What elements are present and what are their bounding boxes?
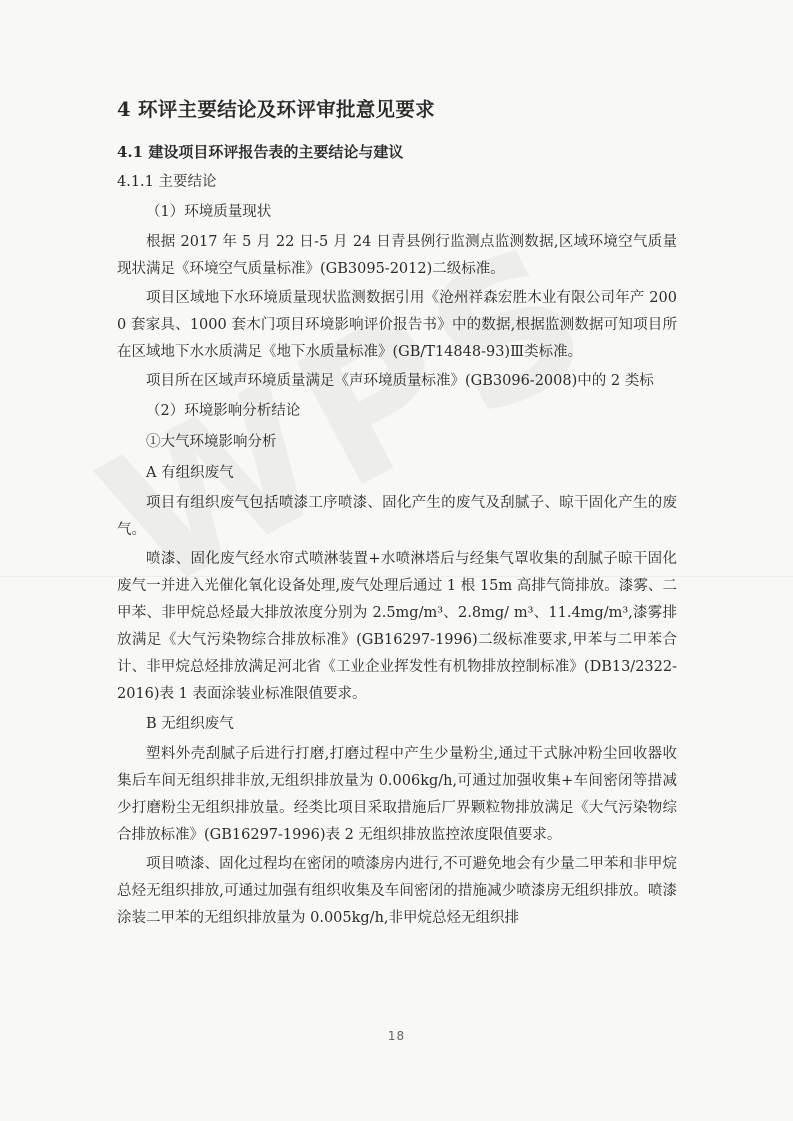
page-number: 18 [387, 1029, 406, 1043]
paragraph-organized-sources: 项目有组织废气包括喷漆工序喷漆、固化产生的废气及刮腻子、晾干固化产生的废气。 [117, 495, 677, 538]
paragraph-air-quality: 根据 2017 年 5 月 22 日-5 月 24 日青县例行监测点监测数据,区域环境空气质量现状满足《环境空气质量标准》(GB3095-2012)二级标准。 [117, 234, 677, 277]
item-heading-air-impact: ①大气环境影响分析 [146, 434, 277, 450]
paragraph-fugitive-dust: 塑料外壳刮腻子后进行打磨,打磨过程中产生少量粉尘,通过干式脉冲粉尘回收器收集后车间无组织排非放,无组织排放量为 0.006kg/h,可通过加强收集+车间密闭等措减少打磨粉尘无组织排放量。经类比项目采取措施后厂界颗粒物排放满足《大气污染物综合排放标准》(GB16297-1996)表 2 无组织排放监控浓度限值要求。 [117, 746, 677, 843]
paragraph-noise: 项目所在区域声环境质量满足《声环境质量标准》(GB3096-2008)中的 2 类标 [146, 373, 654, 389]
section-heading: 4 环评主要结论及环评审批意见要求 [117, 98, 435, 121]
item-heading-environment-quality: （1）环境质量现状 [146, 204, 272, 220]
paragraph-fugitive-voc: 项目喷漆、固化过程均在密闭的喷漆房内进行,不可避免地会有少量二甲苯和非甲烷总烃无组织排放,可通过加强有组织收集及车间密闭的措施减少喷漆房无组织排放。喷漆涂装二甲苯的无组织排放量为 0.005kg/h,非甲烷总烃无组织排 [117, 856, 677, 926]
subsection-heading: 4.1 建设项目环评报告表的主要结论与建议 [117, 143, 404, 161]
paragraph-organized-treatment: 喷漆、固化废气经水帘式喷淋装置+水喷淋塔后与经集气罩收集的刮腻子晾干固化废气一并进入光催化氧化设备处理,废气处理后通过 1 根 15m 高排气筒排放。漆雾、二甲苯、非甲烷总烃最大排放浓度分别为 2.5mg/m³、2.8mg/ m³、11.4mg/m³,漆雾排放满足《大气污染物综合排放标准》(GB16297-1996)二级标准要求,甲苯与二甲苯合计、非甲烷总烃排放满足河北省《工业企业挥发性有机物排放控制标准》(DB13/2322-2016)表 1 表面涂装业标准限值要求。 [117, 551, 677, 702]
item-heading-impact-analysis: （2）环境影响分析结论 [146, 403, 301, 419]
page-content [117, 92, 677, 934]
item-heading-fugitive-emission: B 无组织废气 [146, 716, 234, 732]
item-heading-organized-emission: A 有组织废气 [146, 465, 234, 481]
sub-subsection-heading: 4.1.1 主要结论 [117, 174, 217, 190]
paragraph-groundwater: 项目区域地下水环境质量现状监测数据引用《沧州祥森宏胜木业有限公司年产 2000 套家具、1000 套木门项目环境影响评价报告书》中的数据,根据监测数据可知项目所在区域地下水水质满足《地下水质量标准》(GB/T14848-93)Ⅲ类标准。 [117, 290, 677, 360]
